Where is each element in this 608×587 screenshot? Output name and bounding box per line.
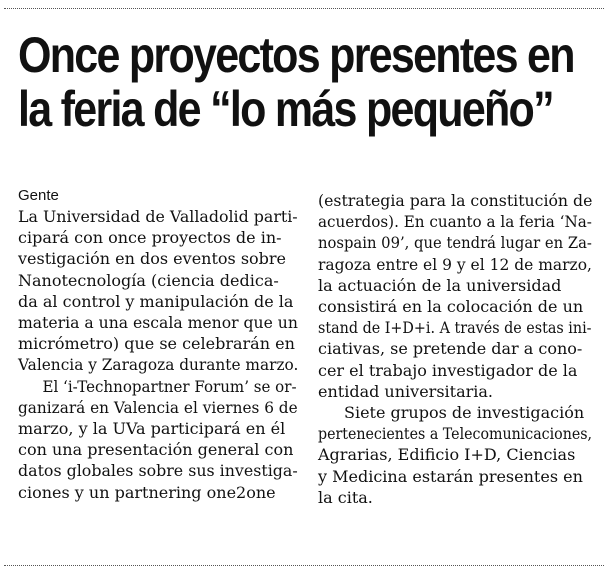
paragraph-2 <box>18 376 298 503</box>
headline <box>18 27 574 137</box>
text-line: consistirá en la colocación de un <box>318 297 584 317</box>
text-line: Agrarias, Edificio I+D, Ciencias <box>318 445 576 465</box>
text-line: con una presentación general con <box>18 440 294 460</box>
text-line: ragoza entre el 9 y el 12 de marzo, <box>318 254 592 274</box>
text-line: y Medicina estarán presentes en <box>318 466 583 486</box>
text-line: stand de I+D+i. A través de estas ini- <box>318 318 592 338</box>
headline-line-2: la feria de “lo más pequeño” <box>18 81 553 137</box>
article-column-left <box>18 186 298 503</box>
headline-line-1: Once proyectos presentes en <box>18 27 574 83</box>
text-line: ciativas, se pretende dar a cono- <box>318 339 583 359</box>
text-line: marzo, y la UVa participará en él <box>18 419 286 439</box>
text-line: la actuación de la universidad <box>318 275 562 295</box>
text-line: la cita. <box>318 487 373 507</box>
text-line: da al control y manipulación de la <box>18 291 294 311</box>
text-line: Nanotecnología (ciencia dedica- <box>18 270 279 290</box>
text-line: ciones y un partnering one2one <box>18 482 276 502</box>
text-line: acuerdos). En cuanto a la feria ‘Na- <box>318 212 592 232</box>
top-dotted-rule <box>4 8 604 9</box>
text-line: ganizará en Valencia el viernes 6 de <box>18 397 298 417</box>
bottom-dotted-rule <box>4 565 604 566</box>
paragraph-3 <box>318 402 592 508</box>
text-line: nospain 09’, que tendrá lugar en Za- <box>318 233 592 253</box>
text-line: (estrategia para la constitución de <box>318 191 593 210</box>
text-line: La Universidad de Valladolid parti- <box>18 207 298 226</box>
paragraph-2-continued <box>318 190 592 402</box>
text-line: vestigación en dos eventos sobre <box>18 249 287 269</box>
text-line: El ‘i-Technopartner Forum’ se or- <box>42 376 297 396</box>
text-line: entidad universitaria. <box>318 381 493 401</box>
text-line: materia a una escala menor que un <box>18 313 298 333</box>
text-line: Valencia y Zaragoza durante marzo. <box>18 355 299 375</box>
text-line: cipará con once proyectos de in- <box>18 228 282 248</box>
author-byline: Gente <box>18 187 59 204</box>
text-line: micrómetro) que se celebrarán en <box>18 334 295 354</box>
text-line: datos globales sobre sus investiga- <box>18 461 298 481</box>
text-line: Siete grupos de investigación <box>344 403 585 423</box>
text-line: cer el trabajo investigador de la <box>318 360 578 380</box>
article-column-right <box>318 190 592 508</box>
text-line: pertenecientes a Telecomunicaciones, <box>318 424 593 444</box>
paragraph-1 <box>18 206 298 376</box>
